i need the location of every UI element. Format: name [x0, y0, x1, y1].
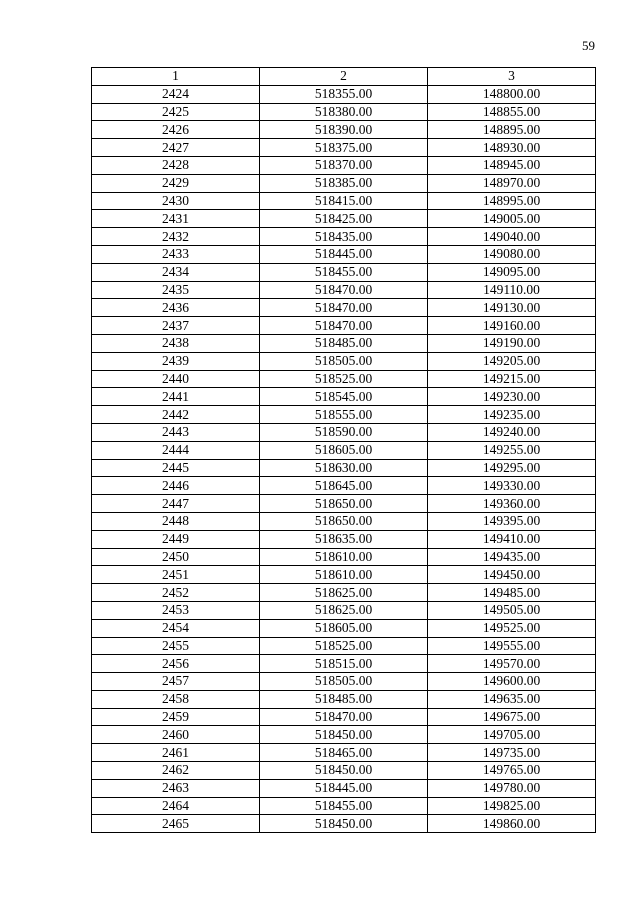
x-coordinate-cell: 518485.00	[260, 690, 428, 708]
x-coordinate-cell: 518525.00	[260, 637, 428, 655]
x-coordinate-cell: 518505.00	[260, 673, 428, 691]
table-row	[92, 423, 596, 441]
table-row	[92, 121, 596, 139]
y-coordinate-cell: 149040.00	[428, 228, 596, 246]
y-coordinate-cell: 149330.00	[428, 477, 596, 495]
point-number-cell: 2460	[92, 726, 260, 744]
column-header-1: 1	[92, 68, 260, 86]
x-coordinate-cell: 518590.00	[260, 423, 428, 441]
table-row	[92, 210, 596, 228]
y-coordinate-cell: 149190.00	[428, 334, 596, 352]
point-number-cell: 2443	[92, 423, 260, 441]
table-row	[92, 192, 596, 210]
point-number-cell: 2444	[92, 441, 260, 459]
x-coordinate-cell: 518485.00	[260, 334, 428, 352]
x-coordinate-cell: 518450.00	[260, 815, 428, 833]
x-coordinate-cell: 518470.00	[260, 299, 428, 317]
y-coordinate-cell: 149235.00	[428, 406, 596, 424]
x-coordinate-cell: 518465.00	[260, 744, 428, 762]
point-number-cell: 2462	[92, 762, 260, 780]
x-coordinate-cell: 518355.00	[260, 85, 428, 103]
table-row	[92, 744, 596, 762]
x-coordinate-cell: 518525.00	[260, 370, 428, 388]
y-coordinate-cell: 149675.00	[428, 708, 596, 726]
table-row	[92, 388, 596, 406]
y-coordinate-cell: 149555.00	[428, 637, 596, 655]
table-row	[92, 477, 596, 495]
x-coordinate-cell: 518455.00	[260, 797, 428, 815]
x-coordinate-cell: 518515.00	[260, 655, 428, 673]
table-row	[92, 263, 596, 281]
point-number-cell: 2424	[92, 85, 260, 103]
x-coordinate-cell: 518630.00	[260, 459, 428, 477]
table-row	[92, 762, 596, 780]
table-row	[92, 299, 596, 317]
y-coordinate-cell: 149110.00	[428, 281, 596, 299]
column-header-3: 3	[428, 68, 596, 86]
y-coordinate-cell: 149205.00	[428, 352, 596, 370]
table-row	[92, 85, 596, 103]
point-number-cell: 2461	[92, 744, 260, 762]
x-coordinate-cell: 518425.00	[260, 210, 428, 228]
point-number-cell: 2441	[92, 388, 260, 406]
x-coordinate-cell: 518470.00	[260, 317, 428, 335]
table-row	[92, 779, 596, 797]
y-coordinate-cell: 148970.00	[428, 174, 596, 192]
x-coordinate-cell: 518505.00	[260, 352, 428, 370]
x-coordinate-cell: 518545.00	[260, 388, 428, 406]
x-coordinate-cell: 518435.00	[260, 228, 428, 246]
point-number-cell: 2435	[92, 281, 260, 299]
table-row	[92, 352, 596, 370]
y-coordinate-cell: 149735.00	[428, 744, 596, 762]
point-number-cell: 2446	[92, 477, 260, 495]
table-row	[92, 317, 596, 335]
table-row	[92, 406, 596, 424]
x-coordinate-cell: 518415.00	[260, 192, 428, 210]
y-coordinate-cell: 149215.00	[428, 370, 596, 388]
point-number-cell: 2464	[92, 797, 260, 815]
point-number-cell: 2425	[92, 103, 260, 121]
y-coordinate-cell: 149160.00	[428, 317, 596, 335]
y-coordinate-cell: 149410.00	[428, 530, 596, 548]
x-coordinate-cell: 518625.00	[260, 601, 428, 619]
table-row	[92, 726, 596, 744]
point-number-cell: 2449	[92, 530, 260, 548]
y-coordinate-cell: 149095.00	[428, 263, 596, 281]
table-row	[92, 566, 596, 584]
coordinates-table	[91, 67, 596, 833]
table-row	[92, 637, 596, 655]
point-number-cell: 2465	[92, 815, 260, 833]
column-header-2: 2	[260, 68, 428, 86]
x-coordinate-cell: 518370.00	[260, 156, 428, 174]
y-coordinate-cell: 149360.00	[428, 495, 596, 513]
point-number-cell: 2440	[92, 370, 260, 388]
y-coordinate-cell: 149600.00	[428, 673, 596, 691]
table-header	[92, 68, 596, 86]
x-coordinate-cell: 518645.00	[260, 477, 428, 495]
y-coordinate-cell: 149395.00	[428, 512, 596, 530]
table-row	[92, 815, 596, 833]
x-coordinate-cell: 518635.00	[260, 530, 428, 548]
point-number-cell: 2436	[92, 299, 260, 317]
y-coordinate-cell: 148995.00	[428, 192, 596, 210]
table-row	[92, 673, 596, 691]
x-coordinate-cell: 518455.00	[260, 263, 428, 281]
table-row	[92, 601, 596, 619]
point-number-cell: 2456	[92, 655, 260, 673]
x-coordinate-cell: 518625.00	[260, 584, 428, 602]
point-number-cell: 2447	[92, 495, 260, 513]
y-coordinate-cell: 149570.00	[428, 655, 596, 673]
table-row	[92, 139, 596, 157]
x-coordinate-cell: 518445.00	[260, 779, 428, 797]
point-number-cell: 2451	[92, 566, 260, 584]
point-number-cell: 2429	[92, 174, 260, 192]
table-row	[92, 797, 596, 815]
point-number-cell: 2457	[92, 673, 260, 691]
point-number-cell: 2453	[92, 601, 260, 619]
y-coordinate-cell: 149525.00	[428, 619, 596, 637]
point-number-cell: 2437	[92, 317, 260, 335]
x-coordinate-cell: 518470.00	[260, 281, 428, 299]
point-number-cell: 2442	[92, 406, 260, 424]
y-coordinate-cell: 149765.00	[428, 762, 596, 780]
x-coordinate-cell: 518610.00	[260, 566, 428, 584]
y-coordinate-cell: 149860.00	[428, 815, 596, 833]
y-coordinate-cell: 149130.00	[428, 299, 596, 317]
table-row	[92, 584, 596, 602]
y-coordinate-cell: 149255.00	[428, 441, 596, 459]
y-coordinate-cell: 149295.00	[428, 459, 596, 477]
table-row	[92, 619, 596, 637]
x-coordinate-cell: 518375.00	[260, 139, 428, 157]
y-coordinate-cell: 149485.00	[428, 584, 596, 602]
table-row	[92, 690, 596, 708]
y-coordinate-cell: 149005.00	[428, 210, 596, 228]
y-coordinate-cell: 148855.00	[428, 103, 596, 121]
point-number-cell: 2427	[92, 139, 260, 157]
point-number-cell: 2428	[92, 156, 260, 174]
y-coordinate-cell: 149825.00	[428, 797, 596, 815]
table-row	[92, 245, 596, 263]
y-coordinate-cell: 149780.00	[428, 779, 596, 797]
x-coordinate-cell: 518605.00	[260, 619, 428, 637]
point-number-cell: 2454	[92, 619, 260, 637]
table-row	[92, 156, 596, 174]
y-coordinate-cell: 148930.00	[428, 139, 596, 157]
point-number-cell: 2459	[92, 708, 260, 726]
table-body	[92, 85, 596, 832]
table-row	[92, 530, 596, 548]
x-coordinate-cell: 518390.00	[260, 121, 428, 139]
table-row	[92, 495, 596, 513]
header-row	[92, 68, 596, 86]
y-coordinate-cell: 148895.00	[428, 121, 596, 139]
y-coordinate-cell: 148800.00	[428, 85, 596, 103]
table-row	[92, 228, 596, 246]
y-coordinate-cell: 149230.00	[428, 388, 596, 406]
table-row	[92, 512, 596, 530]
point-number-cell: 2426	[92, 121, 260, 139]
x-coordinate-cell: 518385.00	[260, 174, 428, 192]
table-row	[92, 708, 596, 726]
x-coordinate-cell: 518650.00	[260, 495, 428, 513]
point-number-cell: 2445	[92, 459, 260, 477]
point-number-cell: 2431	[92, 210, 260, 228]
x-coordinate-cell: 518605.00	[260, 441, 428, 459]
page-number: 59	[582, 38, 595, 53]
point-number-cell: 2452	[92, 584, 260, 602]
x-coordinate-cell: 518610.00	[260, 548, 428, 566]
point-number-cell: 2438	[92, 334, 260, 352]
point-number-cell: 2448	[92, 512, 260, 530]
x-coordinate-cell: 518380.00	[260, 103, 428, 121]
y-coordinate-cell: 149240.00	[428, 423, 596, 441]
table-row	[92, 548, 596, 566]
x-coordinate-cell: 518555.00	[260, 406, 428, 424]
y-coordinate-cell: 149435.00	[428, 548, 596, 566]
point-number-cell: 2432	[92, 228, 260, 246]
x-coordinate-cell: 518445.00	[260, 245, 428, 263]
y-coordinate-cell: 149635.00	[428, 690, 596, 708]
point-number-cell: 2433	[92, 245, 260, 263]
point-number-cell: 2455	[92, 637, 260, 655]
table-row	[92, 441, 596, 459]
y-coordinate-cell: 149450.00	[428, 566, 596, 584]
table-row	[92, 103, 596, 121]
x-coordinate-cell: 518450.00	[260, 726, 428, 744]
y-coordinate-cell: 149505.00	[428, 601, 596, 619]
point-number-cell: 2450	[92, 548, 260, 566]
table-row	[92, 655, 596, 673]
y-coordinate-cell: 148945.00	[428, 156, 596, 174]
x-coordinate-cell: 518650.00	[260, 512, 428, 530]
table-row	[92, 334, 596, 352]
table-row	[92, 459, 596, 477]
point-number-cell: 2439	[92, 352, 260, 370]
x-coordinate-cell: 518450.00	[260, 762, 428, 780]
table-row	[92, 281, 596, 299]
point-number-cell: 2434	[92, 263, 260, 281]
point-number-cell: 2458	[92, 690, 260, 708]
point-number-cell: 2430	[92, 192, 260, 210]
y-coordinate-cell: 149080.00	[428, 245, 596, 263]
x-coordinate-cell: 518470.00	[260, 708, 428, 726]
table-row	[92, 370, 596, 388]
y-coordinate-cell: 149705.00	[428, 726, 596, 744]
table-row	[92, 174, 596, 192]
point-number-cell: 2463	[92, 779, 260, 797]
